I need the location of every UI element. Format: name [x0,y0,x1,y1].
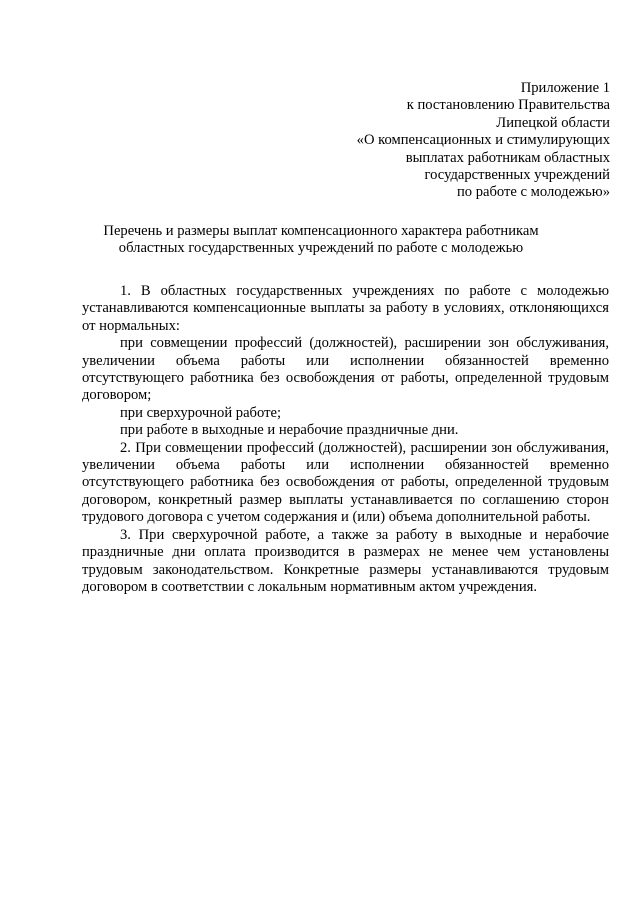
appendix-header-line: Липецкой области [496,114,610,131]
document-title-line: областных государственных учреждений по работе с молодежью [118,240,524,257]
appendix-header-line: «О компенсационных и стимулирующих [356,132,610,149]
document-title-line: Перечень и размеры выплат компенсационного характера работникам [103,223,539,239]
paragraph-1-item-overtime: при сверхурочной работе; [120,404,281,421]
appendix-header-line: по работе с молодежью» [456,184,610,201]
paragraph-1-item-holidays: при работе в выходные и нерабочие праздничные дни. [120,422,459,439]
appendix-header [290,80,610,202]
paragraph-1: 1. В областных государственных учреждениях по работе с молодежью устанавливаются компенсационные выплаты за работу в условиях, отклоняющихся от нормальных: [82,283,609,334]
paragraph-2: 2. При совмещении профессий (должностей), расширении зон обслуживания, увеличении объема работы или исполнении обязанностей временно отсутствующего работника без освобождения от работы, определенной трудовым договором, конкретный размер выплаты устанавливается по соглашению сторон трудового договора с учетом содержания и (или) объема дополнительной работы. [82,439,609,526]
paragraph-1-item-combination: при совмещении профессий (должностей), расширении зон обслуживания, увеличении объема работы или исполнении обязанностей временно отсутствующего работника без освобождения от работы, определенной трудовым договором; [82,335,609,404]
document-title [82,223,560,258]
document-body [82,283,609,596]
appendix-header-line: Приложение 1 [520,80,610,96]
appendix-header-line: к постановлению Правительства [406,97,610,114]
appendix-header-line: государственных учреждений [424,167,610,184]
paragraph-3: 3. При сверхурочной работе, а также за работу в выходные и нерабочие праздничные дни оплата производится в размерах не менее чем установлены трудовым законодательством. Конкретные размеры устанавливаются трудовым договором в соответствии с локальным нормативным актом учреждения. [82,526,609,595]
appendix-header-line: выплатах работникам областных [405,149,610,166]
